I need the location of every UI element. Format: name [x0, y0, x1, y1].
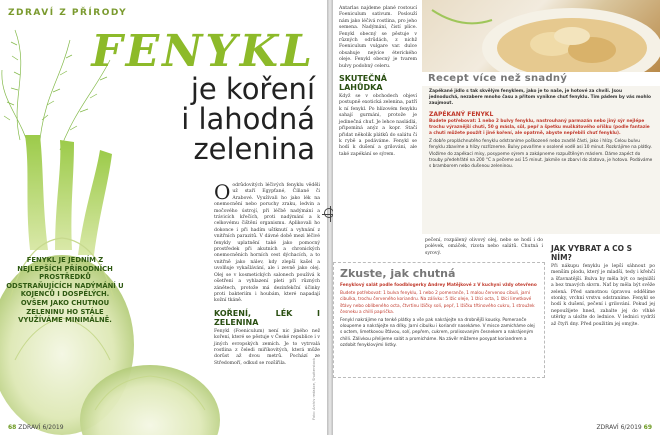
recipe-intro: Zapékané jídlo s tak skvělým fenyklem, jako je to naše, je hotové za chvíli. Jsou jednoduchá, nezabere mnoho času a přitom vynikne chuť fenyklu. Tím pádem by vás mohlo zaujmout.	[429, 89, 651, 107]
tasty-ingredients: Budete potřebovat: 1 bulva fenyklu, 1 nebo 2 pomeranče, 1 malou červenou cibuli, jarní cibulka, trochu červeného koriandru. Na zálivku: 5 lžic oleje, 1 lžíci octa, 1 lžíci limetkové šťávy nebo oblíbeného octa, čtvrtinu lžičky soli, pepř, 1 lžičku třtinového cukru, 1 stroužek česneku a chilli paprička.	[340, 291, 535, 315]
magazine-issue: ZDRAVÍ 6/2019	[596, 424, 642, 431]
page-number: 69	[643, 424, 652, 431]
side-column	[551, 264, 655, 328]
body-text: Fenykl (Foeniculum) není nic jiného než koření, které se pěstuje v České republice i v jiných evropských zemích. Je to vytrvalá rostlina z čeledi miříkovitých, která může dorůst až dvou metrů. Pochází ze Středomoří, odkud se rozšířila.	[214, 328, 320, 366]
recipe-title: Recept více než snadný	[428, 73, 568, 84]
tasty-title: Zkuste, jak chutná	[340, 267, 456, 280]
recipe-subtitle: ZAPÉKANÝ FENYKL	[429, 110, 494, 118]
headline-line-1: je koření	[190, 72, 315, 106]
left-page	[0, 0, 327, 435]
article-column-right	[339, 6, 417, 158]
article-headline	[91, 26, 315, 166]
recipe-steps: Z dobře propláchnutého fenyklu odstraníme poškozené nebo zvadlé části, jako i hlízy. Celou bulvu fenyklu zbavíme a hlízy rozřízneme. Bulvy povaříme v osolené vodě asi 10 minut. Rozkrájíme na plátky. Vložíme do zapékací mísy, posypeme sýrem a zakápneme rozpuštěným máslem. Dáme zapéct do trouby předehřáté na 200 °C a pečeme asi 15 minut. Jakmile se zbarví do zlatova, je hotovo. Podáváme s bramborem nebo dušenou zeleninou.	[429, 139, 653, 170]
recipe-ingredients: Budete potřebovat: 1 nebo 2 bulvy fenyklu, nastrouhaný parmazán nebo jiný sýr nejlépe trochu výraznější chuti, 50 g másla, sůl, pepř a špetku muškátového oříšku (podle fantazie a chuti můžete použít i jiné koření, ale opatrně, abyste nepřebili chuť fenyklu).	[429, 118, 650, 137]
side-heading: JAK VYBRAT A CO S NÍM?	[551, 244, 633, 262]
body-text: Při nákupu fenyklu je lepší sáhnout po menším plodu, který je mladší, tedy i křehčí a šťavnatější. Bulva by měla být co nejnižší a bez tmavých skvrn. Nať by měla být svěže zelená. Před samotnou úpravou oddělíme stonky, vrchní vrstvu odstraníme. Fenykl se hodí k dušení, pečení i grilování. Pokud jej nepoužijete hned, zabalte jej do vlhké utěrky a uložte do lednice. V lednici vydrží až čtyři dny. Před použitím jej omyjte.	[551, 264, 655, 327]
headline-line-2: i lahodná	[181, 102, 315, 136]
drop-cap: O	[214, 180, 231, 204]
lead-paragraph: FENYKL JE JEDNÍM Z NEJLEPŠÍCH PŘÍRODNÍCH PROSTŘEDKŮ ODSTRAŇUJÍCÍCH NADÝMÁNÍ U KOJENCŮ I DOSPĚLÝCH. OVŠEM JAKO CHUTNOU ZELENINU HO STÁLE VYUŽÍVÁME MINIMÁLNĚ.	[6, 256, 124, 325]
baked-fennel-image	[422, 0, 660, 72]
article-column-left	[214, 180, 320, 367]
tasty-author: Fenyklový salát podle foodblogerky Andrey Matějkové z V kuchyni vždy otevřeno	[340, 283, 537, 288]
article-column-mid	[425, 238, 543, 257]
body-text: odrůdovitých léčivých fenyklu věděli už staří Egypťané, Číňané či Arabové. Využívali ho jako lék na onemocnění nebo poruchy zraku, ledvin a močového ústrojí, při léčbě nadýmání a trávicích křečích, proti nadýmání a k celkovému čištění organismu. Aplikovali ho dokonce i při hadím uštknutí a vyhnání z vnitřních parazitů. V dávné době mezi léčivé fenykly uplatnění také jako pomocný prostředek při akutních a chronických onemocněních horních cest dýchacích, a to vnitřně jako nálev, kdy zlepší kašel a uvolňuje vykašlávání, ale i zevně jako olej. Olej se v kosmetických salonech používá k ošetření a vyhlazení pleti při různých zánětech, protože má dezinfekční účinky proti bakteriím i houbám, které napadají kožní tkáně.	[214, 183, 320, 304]
headline-line-3: zelenina	[193, 132, 315, 166]
page-folio	[8, 424, 64, 431]
recipe-box	[422, 86, 660, 234]
body-text: pečení, rozpálený olivový olej, nebo se hodí i do polévek, omáček, rizota nebo salátů. Chutná i syrový.	[425, 238, 543, 256]
body-text: Když se v obchodech objeví postupně exotická zelenina, patří k ní fenykl. Po hlízovém fenyklu sahají gurmáni, protože je jedinečná chuť. Je lehce nasládlá, připomíná anýz a kopr. Stačí přidat několik plátků do salátu či k rybě a podáváme. Fenykl se hodí k dušení a grilování, ale také zapékání se sýrem.	[339, 94, 418, 157]
page-folio	[596, 424, 652, 431]
body-text: Antarlas najdeme plané rostoucí Foeniculum sativum. Poslouží nám jako léčivá rostlina, pro jeho semena. Nadýmání, čistí plíce. Fenykl obecný se pěstuje v různých odrůdách, z nichž Foeniculum vulgare var. dulce obsahuje nejvíce éterického oleje. Fenykl obecný je tvarem bulvy podobný celeru.	[339, 6, 417, 69]
magazine-issue: ZDRAVÍ 6/2019	[18, 424, 64, 431]
tasty-box	[333, 262, 545, 378]
column-heading: KOŘENÍ, LÉK I ZELENINA	[214, 308, 320, 327]
column-heading: SKUTEČNÁ LAHŮDKA	[339, 74, 387, 93]
right-page	[333, 0, 660, 435]
headline-title: FENYKL	[91, 26, 315, 77]
section-label: ZDRAVÍ Z PŘÍRODY	[8, 8, 128, 18]
tasty-steps: Fenykl nakrájíme na tenké plátky a vše pak nakrájejte na drobnější kousky. Pomeranče oloupeme a nakrájejte na dílky. Jarní cibulku i koriandr nasekáme. V misce zamícháme olej s octem, limetkovou šťávou, solí, pepřem, cukrem, prolisovaným česnekem a nakrájeným chilli. Zálivkou přelijeme salát a promícháme. Na závěr můžeme posypat koriandrem a ozdobit fenyklovými lístky.	[340, 318, 535, 348]
dish-photo	[422, 0, 660, 72]
page-number: 68	[8, 424, 17, 431]
photo-credit: Foto: Archiv redakce, Shutterstock	[312, 357, 316, 420]
